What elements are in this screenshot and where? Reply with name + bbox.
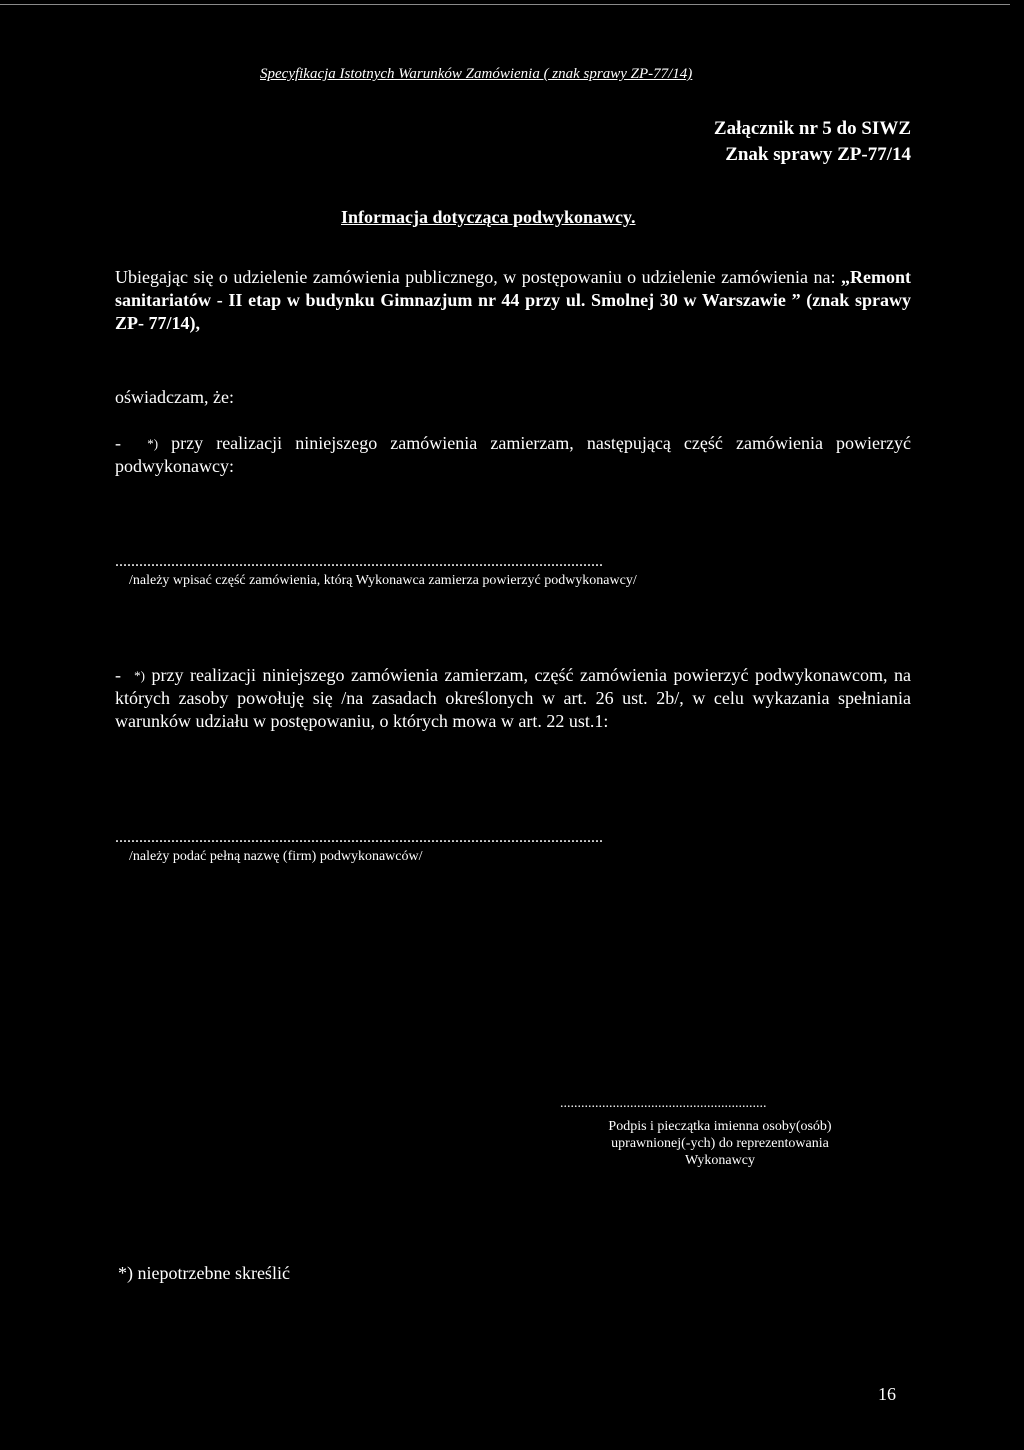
item2-note: /należy podać pełną nazwę (firm) podwykonawców/ (129, 849, 423, 864)
top-rule (0, 4, 1010, 5)
item1-paragraph (115, 432, 911, 478)
intro-text: Ubiegając się o udzielenie zamówienia publicznego, w postępowaniu o udzielenie zamówienia na: (115, 267, 836, 287)
item2-asterisk: *) (134, 668, 145, 683)
item2-dotted-line: .......................................................................................................................... (115, 829, 603, 846)
annex-block (714, 116, 911, 168)
footnote: *) niepotrzebne skreślić (118, 1263, 290, 1283)
spec-header: Specyfikacja Istotnych Warunków Zamówienia ( znak sprawy ZP-77/14) (260, 66, 693, 82)
signature-line-2: uprawnionej(-ych) do reprezentowania (611, 1136, 829, 1151)
item2-dash: - (115, 665, 121, 685)
item2-text: przy realizacji niniejszego zamówienia zamierzam, część zamówienia powierzyć podwykonawcom, na których zasoby powołuję się /na zasadach określonych w art. 26 ust. 2b/, w celu wykazania spełniania warunków udziału w postępowaniu, o których mowa w art. 22 ust.1: (115, 665, 912, 731)
item1-dash: - (115, 433, 121, 453)
signature-line-3: Wykonawcy (685, 1153, 755, 1168)
project-name: „Remont sanitariatów - II etap w budynku Gimnazjum nr 44 przy ul. Smolnej 30 w Warszawie ” (znak sprawy ZP- 77/14), (115, 267, 912, 333)
item1-text: przy realizacji niniejszego zamówienia zamierzam, następującą część zamówienia powierzyć podwykonawcy: (115, 433, 911, 476)
signature-dotted-line: ........................................................... (560, 1096, 767, 1111)
intro-paragraph (115, 266, 911, 335)
declaration-label: oświadczam, że: (115, 387, 234, 407)
item1-asterisk: *) (147, 436, 159, 451)
signature-line-1: Podpis i pieczątka imienna osoby(osób) (608, 1119, 832, 1134)
item1-dotted-line: .......................................................................................................................... (115, 553, 603, 570)
item1-note: /należy wpisać część zamówienia, którą Wykonawca zamierza powierzyć podwykonawcy/ (129, 573, 637, 588)
case-number: Znak sprawy ZP-77/14 (725, 144, 911, 165)
annex-label: Załącznik nr 5 do SIWZ (713, 118, 911, 139)
page-number: 16 (878, 1384, 896, 1404)
signature-caption (556, 1118, 884, 1169)
item2-paragraph (115, 664, 911, 733)
document-title: Informacja dotycząca podwykonawcy. (341, 207, 636, 227)
